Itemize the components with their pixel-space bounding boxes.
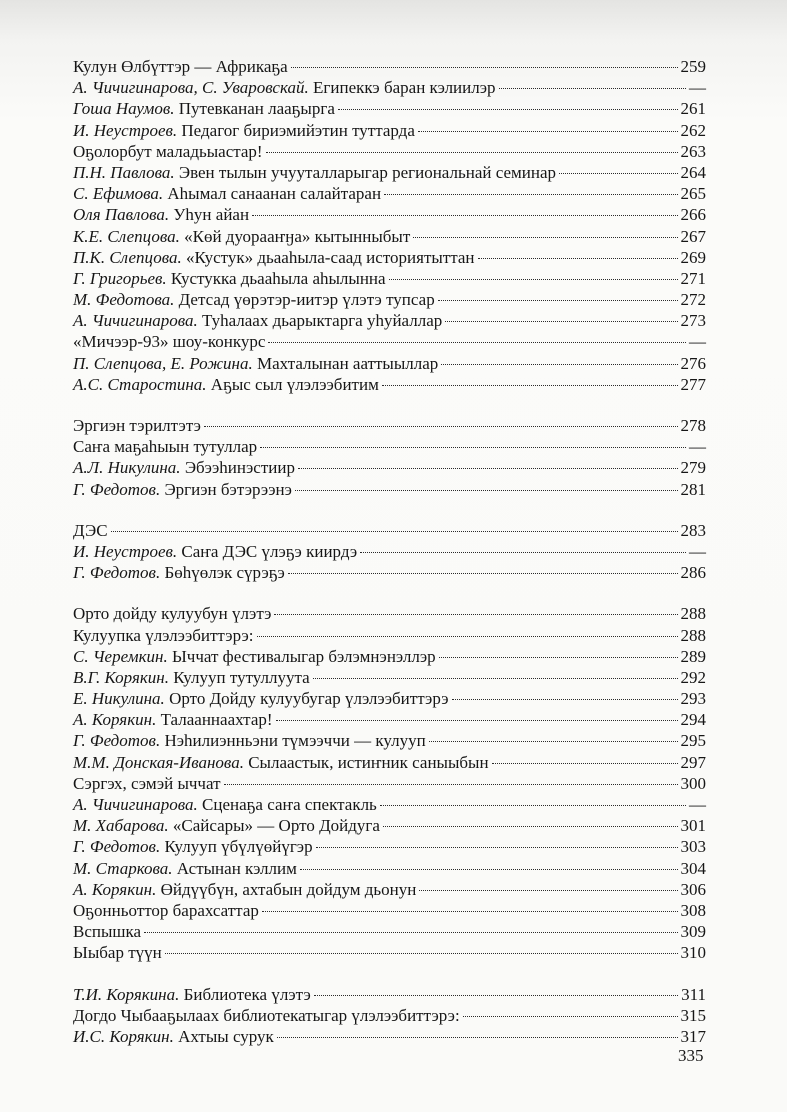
toc-entry — [73, 436, 706, 457]
entry-page-number: 310 — [680, 943, 706, 963]
entry-title: «Мичээр-93» шоу-конкурс — [73, 332, 266, 352]
toc-entry — [73, 457, 706, 478]
dot-leader — [419, 890, 677, 891]
entry-author: Е. Никулина. — [73, 689, 165, 709]
entry-author: М. Федотова. — [73, 290, 175, 310]
entry-page-number: — — [689, 795, 706, 814]
dot-leader — [492, 763, 678, 764]
dot-leader — [438, 300, 678, 301]
toc-entry — [73, 1005, 706, 1026]
entry-title: Кулун Өлбүттэр — Африкаҕа — [73, 57, 288, 76]
entry-page-number: — — [689, 78, 706, 98]
toc-entry — [73, 247, 706, 268]
entry-title: Сценаҕа саҥа спектакль — [202, 795, 377, 814]
dot-leader — [316, 847, 678, 848]
dot-leader — [165, 953, 678, 954]
toc-entry — [73, 984, 706, 1005]
dot-leader — [452, 699, 678, 700]
entry-title: Аҕыс сыл үлэлээбитим — [210, 374, 379, 394]
entry-author: А.Л. Никулина. — [73, 458, 181, 478]
dot-leader — [291, 67, 678, 68]
dot-leader — [314, 995, 678, 996]
entry-title: Бөһүөлэк сүрэҕэ — [164, 563, 285, 583]
dot-leader — [389, 279, 678, 280]
dot-leader — [111, 531, 678, 532]
dot-leader — [380, 805, 686, 806]
dot-leader — [439, 657, 678, 658]
entry-page-number: 288 — [680, 625, 706, 645]
dot-leader — [559, 173, 677, 174]
entry-page-number: — — [689, 437, 706, 457]
entry-author: П.К. Слепцова. — [73, 247, 182, 267]
toc-entry — [73, 541, 706, 562]
dot-leader — [338, 109, 678, 110]
entry-author: В.Г. Корякин. — [73, 667, 169, 687]
entry-page-number: 278 — [680, 416, 706, 435]
toc-section — [73, 415, 706, 500]
entry-author: М. Старкова. — [73, 858, 173, 878]
entry-author: С. Черемкин. — [73, 646, 168, 666]
entry-title: Орто Дойду кулуубугар үлэлээбиттэрэ — [169, 689, 449, 709]
entry-page-number: 300 — [680, 773, 706, 793]
entry-title: Педагог бириэмийэтин туттарда — [181, 120, 415, 140]
entry-title: Ахтыы сурук — [178, 1026, 274, 1046]
dot-leader — [252, 215, 677, 216]
entry-page-number: 265 — [680, 184, 706, 204]
toc-entry — [73, 77, 706, 98]
entry-title: Эвен тылын учууталларыгар региональнай семинар — [178, 162, 557, 182]
entry-page-number: 289 — [680, 646, 706, 666]
toc-entry — [73, 415, 706, 436]
entry-page-number: 276 — [680, 353, 706, 373]
toc-section — [73, 56, 706, 395]
entry-title: Кустукка дьааһыла аһылынна — [170, 268, 386, 288]
entry-author: Т.И. Корякина. — [73, 984, 180, 1004]
entry-author: Г. Федотов. — [73, 731, 161, 751]
dot-leader — [463, 1016, 678, 1017]
toc-entry — [73, 667, 706, 688]
entry-page-number: 311 — [681, 984, 706, 1004]
page-number: 335 — [678, 1046, 704, 1065]
dot-leader — [224, 784, 678, 785]
dot-leader — [300, 869, 678, 870]
dot-leader — [382, 385, 678, 386]
entry-page-number: 294 — [680, 710, 706, 730]
dot-leader — [277, 1037, 678, 1038]
dot-leader — [441, 364, 677, 365]
entry-title: Египеккэ баран кэлиилэр — [313, 78, 496, 98]
toc-entry — [73, 374, 706, 395]
toc-entry — [73, 331, 706, 352]
dot-leader — [257, 636, 678, 637]
entry-title: ДЭС — [73, 520, 108, 540]
toc-entry — [73, 942, 706, 963]
entry-title: Өйдүүбүн, ахтабын дойдум дьонун — [160, 879, 417, 899]
dot-leader — [445, 321, 677, 322]
entry-page-number: 295 — [680, 731, 706, 751]
entry-title: Кулуупка үлэлээбиттэрэ: — [73, 625, 254, 645]
entry-page-number: — — [689, 541, 706, 561]
dot-leader — [274, 614, 677, 615]
entry-author: А. Корякин. — [73, 879, 157, 899]
dot-leader — [499, 88, 686, 89]
entry-author: Гоша Наумов. — [73, 99, 175, 119]
entry-title: Аһымал санаанан салайтаран — [167, 184, 382, 204]
entry-page-number: 306 — [680, 879, 706, 899]
entry-title: Эргиэн бэтэрээнэ — [164, 479, 292, 499]
toc-entry — [73, 98, 706, 119]
entry-author: А. Корякин. — [73, 710, 157, 730]
entry-title: «Сайсары» — Орто Дойдуга — [172, 816, 380, 836]
entry-page-number: 293 — [680, 689, 706, 709]
entry-author: Оля Павлова. — [73, 205, 170, 225]
entry-author: И. Неустроев. — [73, 541, 178, 561]
table-of-contents — [73, 56, 706, 1047]
entry-author: Г. Федотов. — [73, 837, 161, 857]
dot-leader — [383, 826, 678, 827]
toc-entry — [73, 289, 706, 310]
dot-leader — [260, 447, 686, 448]
entry-title: Догдо Чыбааҕылаах библиотекатыгар үлэлээбиттэрэ: — [73, 1005, 460, 1025]
dot-leader — [478, 258, 678, 259]
toc-entry — [73, 794, 706, 815]
entry-title: Туһалаах дьарыктарга уһуйаллар — [202, 311, 443, 331]
toc-entry — [73, 836, 706, 857]
entry-page-number: 283 — [680, 520, 706, 540]
entry-author: Г. Григорьев. — [73, 268, 167, 288]
dot-leader — [276, 720, 678, 721]
entry-title: Детсад үөрэтэр-иитэр үлэтэ тупсар — [178, 290, 435, 310]
entry-title: Ыыбар түүн — [73, 943, 162, 963]
entry-author: М.М. Донская-Иванова. — [73, 752, 244, 772]
entry-page-number: 263 — [680, 141, 706, 161]
entry-author: А. Чичигинарова. — [73, 311, 198, 331]
entry-page-number: 269 — [680, 247, 706, 267]
dot-leader — [268, 342, 686, 343]
entry-page-number: 259 — [680, 57, 706, 76]
entry-author: А. Чичигинарова. — [73, 795, 198, 814]
dot-leader — [288, 573, 678, 574]
entry-author: И. Неустроев. — [73, 120, 178, 140]
entry-page-number: 301 — [680, 816, 706, 836]
toc-entry — [73, 56, 706, 77]
toc-entry — [73, 204, 706, 225]
entry-page-number: 262 — [680, 120, 706, 140]
entry-page-number: 264 — [680, 162, 706, 182]
entry-title: Астынан кэллим — [176, 858, 297, 878]
entry-title: Саҥа ДЭС үлэҕэ киирдэ — [181, 541, 358, 561]
entry-title: Сэргэх, сэмэй ыччат — [73, 773, 221, 793]
toc-entry — [73, 1026, 706, 1047]
entry-page-number: 267 — [680, 226, 706, 246]
entry-page-number: 292 — [680, 667, 706, 687]
entry-title: Саҥа маҕаһыын тутуллар — [73, 437, 258, 457]
entry-title: Эргиэн тэрилтэтэ — [73, 416, 201, 435]
entry-page-number: 288 — [680, 604, 706, 624]
entry-page-number: 315 — [680, 1005, 706, 1025]
entry-page-number: 261 — [680, 99, 706, 119]
entry-page-number: 277 — [680, 374, 706, 394]
toc-entry — [73, 479, 706, 500]
dot-leader — [418, 131, 678, 132]
entry-author: К.Е. Слепцова. — [73, 226, 180, 246]
entry-page-number: 286 — [680, 563, 706, 583]
toc-entry — [73, 921, 706, 942]
dot-leader — [144, 932, 677, 933]
dot-leader — [204, 426, 678, 427]
entry-title: Ыччат фестивалыгар бэлэмнэнэллэр — [171, 646, 436, 666]
dot-leader — [313, 678, 678, 679]
toc-section — [73, 984, 706, 1048]
entry-author: С. Ефимова. — [73, 184, 164, 204]
dot-leader — [384, 194, 677, 195]
entry-title: Уһун айан — [173, 205, 250, 225]
toc-entry — [73, 183, 706, 204]
toc-entry — [73, 162, 706, 183]
entry-title: Библиотека үлэтэ — [183, 984, 311, 1004]
toc-entry — [73, 879, 706, 900]
toc-entry — [73, 562, 706, 583]
entry-author: П.Н. Павлова. — [73, 162, 175, 182]
entry-author: М. Хабарова. — [73, 816, 169, 836]
dot-leader — [266, 152, 678, 153]
entry-title: Эбээһинэстиир — [184, 458, 295, 478]
toc-entry — [73, 520, 706, 541]
entry-page-number: — — [689, 332, 706, 352]
dot-leader — [360, 552, 686, 553]
entry-page-number: 271 — [680, 268, 706, 288]
entry-title: Кулууп тутуллуута — [173, 667, 310, 687]
entry-title: Сылаастык, истиҥник саныыбын — [248, 752, 489, 772]
toc-entry — [73, 773, 706, 794]
toc-entry — [73, 730, 706, 751]
toc-entry — [73, 120, 706, 141]
entry-title: Оҕонньоттор барахсаттар — [73, 900, 259, 920]
toc-entry — [73, 226, 706, 247]
entry-title: Кулууп үбүлүөйүгэр — [164, 837, 313, 857]
entry-page-number: 279 — [680, 458, 706, 478]
entry-title: Махталынан ааттыыллар — [256, 353, 439, 373]
entry-author: А.С. Старостина. — [73, 374, 207, 394]
entry-author: Г. Федотов. — [73, 479, 161, 499]
toc-entry — [73, 688, 706, 709]
entry-page-number: 309 — [680, 922, 706, 942]
toc-entry — [73, 141, 706, 162]
toc-section — [73, 603, 706, 963]
dot-leader — [262, 911, 678, 912]
toc-entry — [73, 752, 706, 773]
entry-page-number: 266 — [680, 205, 706, 225]
toc-entry — [73, 815, 706, 836]
entry-title: «Көй дуорааҥӈа» кытынныбыт — [184, 226, 411, 246]
entry-page-number: 273 — [680, 311, 706, 331]
entry-title: «Кустук» дьааһыла-саад историятыттан — [186, 247, 475, 267]
dot-leader — [295, 490, 678, 491]
entry-page-number: 297 — [680, 752, 706, 772]
entry-title: Талааннаахтар! — [160, 710, 273, 730]
entry-title: Путевканан лааҕырга — [178, 99, 335, 119]
dot-leader — [298, 468, 678, 469]
entry-author: П. Слепцова, Е. Рожина. — [73, 353, 253, 373]
dot-leader — [413, 237, 677, 238]
entry-page-number: 272 — [680, 290, 706, 310]
toc-entry — [73, 268, 706, 289]
toc-entry — [73, 709, 706, 730]
entry-page-number: 317 — [680, 1026, 706, 1046]
entry-author: А. Чичигинарова, С. Уваровскай. — [73, 78, 309, 98]
dot-leader — [429, 741, 678, 742]
entry-page-number: 281 — [680, 479, 706, 499]
toc-entry — [73, 310, 706, 331]
toc-entry — [73, 603, 706, 624]
toc-entry — [73, 900, 706, 921]
entry-author: Г. Федотов. — [73, 563, 161, 583]
entry-page-number: 303 — [680, 837, 706, 857]
entry-page-number: 308 — [680, 900, 706, 920]
entry-author: И.С. Корякин. — [73, 1026, 174, 1046]
toc-entry — [73, 858, 706, 879]
toc-section — [73, 520, 706, 584]
toc-entry — [73, 353, 706, 374]
toc-entry — [73, 625, 706, 646]
entry-page-number: 304 — [680, 858, 706, 878]
entry-title: Оҕолорбут маладьыастар! — [73, 141, 263, 161]
toc-entry — [73, 646, 706, 667]
entry-title: Нэһилиэнньэни түмээччи — кулууп — [164, 731, 426, 751]
entry-title: Вспышка — [73, 922, 142, 942]
entry-title: Орто дойду кулуубун үлэтэ — [73, 604, 272, 624]
